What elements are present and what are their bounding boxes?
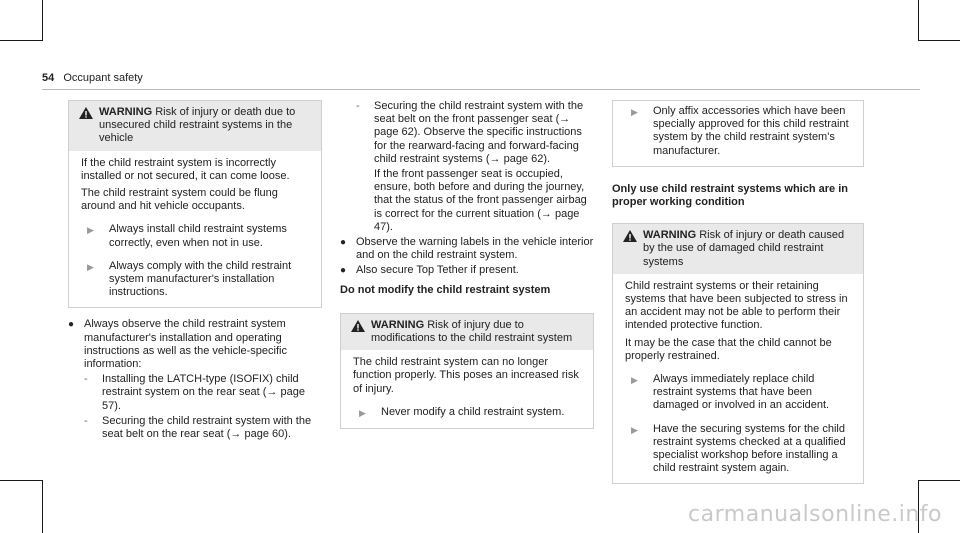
- arrow-icon: ▶: [87, 225, 94, 236]
- watermark: carmanualsonline.info: [688, 502, 942, 527]
- instruction-step: [631, 423, 853, 476]
- info-box: [612, 100, 864, 167]
- arrow-icon: ▶: [631, 424, 638, 435]
- sub-text: Installing the LATCH-type (ISOFIX) child restraint system on the rear seat (→ page 57).: [102, 373, 305, 412]
- step-text: Always immediately replace child restraint systems that have been damaged or involved in an accident.: [653, 373, 830, 412]
- step-text: Always install child restraint systems correctly, even when not in use.: [109, 223, 287, 249]
- warning-label: WARNING: [643, 229, 697, 242]
- page-header: [42, 72, 143, 84]
- arrow-icon: ▶: [631, 375, 638, 386]
- column-3: [612, 100, 864, 484]
- warning-icon: [351, 319, 371, 345]
- warning-paragraph: It may be the case that the child cannot be properly restrained.: [625, 336, 832, 362]
- sub-item: [84, 415, 322, 441]
- warning-label: WARNING: [99, 106, 153, 118]
- sub-item: [84, 373, 322, 413]
- instruction-step: [87, 260, 311, 300]
- crop-mark: [918, 480, 960, 481]
- warning-box: [340, 313, 594, 429]
- arrow-icon: ▶: [631, 107, 638, 117]
- arrow-icon: ▶: [87, 261, 94, 272]
- sub-item: [356, 100, 594, 234]
- warning-box: [68, 100, 322, 308]
- warning-header: [341, 314, 593, 350]
- dash-marker: -: [356, 100, 360, 112]
- warning-header: [613, 224, 863, 274]
- step-text: Have the securing systems for the child restraint systems checked at a qualified specialist workshop before installing a child restraint system again.: [653, 422, 846, 475]
- section-heading: Do not modify the child restraint system: [340, 283, 551, 296]
- crop-mark: [0, 480, 42, 481]
- page-number: 54: [42, 72, 55, 84]
- crop-mark: [42, 480, 43, 533]
- instruction-step: [631, 373, 853, 413]
- crop-mark: [0, 40, 42, 41]
- warning-icon: [623, 229, 643, 269]
- section-title: Occupant safety: [63, 72, 143, 84]
- crop-mark: [918, 0, 919, 41]
- warning-body: [613, 274, 863, 484]
- warning-paragraph: The child restraint system could be flung around and hit vehicle occupants.: [81, 187, 278, 213]
- bullet-item: [340, 236, 594, 262]
- crop-mark: [42, 0, 43, 41]
- column-2: [340, 100, 594, 429]
- header-rule: [42, 89, 920, 90]
- step-text: Only affix accessories which have been specially approved for this child restraint system by the child restraint system's manufacturer.: [653, 105, 849, 157]
- bullet-dot: ●: [340, 265, 347, 277]
- warning-text: Risk of injury or death due to unsecured child restraint systems in the vehicle: [99, 106, 296, 145]
- bullet-text: Observe the warning labels in the vehicle interior and on the child restraint system.: [356, 236, 594, 262]
- bullet-text: Also secure Top Tether if present.: [356, 264, 519, 277]
- instruction-step: [87, 223, 311, 249]
- step-text: Never modify a child restraint system.: [381, 405, 565, 418]
- warning-text: Risk of injury due to modifications to the child restraint system: [371, 318, 573, 345]
- arrow-icon: ▶: [359, 407, 366, 418]
- bullet-dot: ●: [340, 237, 347, 249]
- section-heading: Only use child restraint systems which are in proper working condition: [612, 182, 848, 209]
- warning-icon: [79, 106, 99, 146]
- dash-marker: -: [84, 414, 88, 427]
- step-text: Always comply with the child restraint system manufacturer's installation instructions.: [109, 259, 292, 299]
- info-body: [613, 101, 863, 166]
- bullet-item: [68, 318, 322, 371]
- crop-mark: [918, 40, 960, 41]
- warning-label: WARNING: [371, 318, 425, 331]
- sub-text: Securing the child restraint system with the seat belt on the front passenger seat (→ page 62). Observe the specific instructions for the rearward-facing and forward-facing child restraint systems (→ page 62).: [374, 100, 584, 165]
- instruction-step: [359, 406, 583, 420]
- warning-text: Risk of injury or death caused by the use of damaged child restraint systems: [643, 229, 845, 268]
- sub-text: If the front passenger seat is occupied, ensure, both before and during the journey, that the status of the front passenger airbag is correct for the current situation (→ page 47).: [374, 168, 587, 233]
- bullet-item: [340, 264, 594, 277]
- warning-body: [341, 350, 593, 428]
- bullet-text: Always observe the child restraint system manufacturer's installation and operating instructions as well as the vehicle-specific information:: [84, 318, 287, 371]
- column-1: [68, 100, 322, 441]
- warning-paragraph: Child restraint systems or their retaining systems that have been subjected to stress in an accident may not be able to perform their intended protective function.: [625, 279, 848, 332]
- warning-paragraph: If the child restraint system is incorrectly installed or not secured, it can come loose.: [81, 156, 290, 182]
- warning-box: [612, 223, 864, 484]
- sub-text: Securing the child restraint system with the seat belt on the rear seat (→ page 60).: [102, 414, 312, 441]
- instruction-step: [631, 105, 853, 158]
- warning-paragraph: The child restraint system can no longer function properly. This poses an increased risk of injury.: [353, 356, 579, 395]
- warning-header: [69, 101, 321, 151]
- warning-body: [69, 151, 321, 308]
- dash-marker: -: [84, 373, 88, 386]
- bullet-dot: ●: [68, 319, 75, 331]
